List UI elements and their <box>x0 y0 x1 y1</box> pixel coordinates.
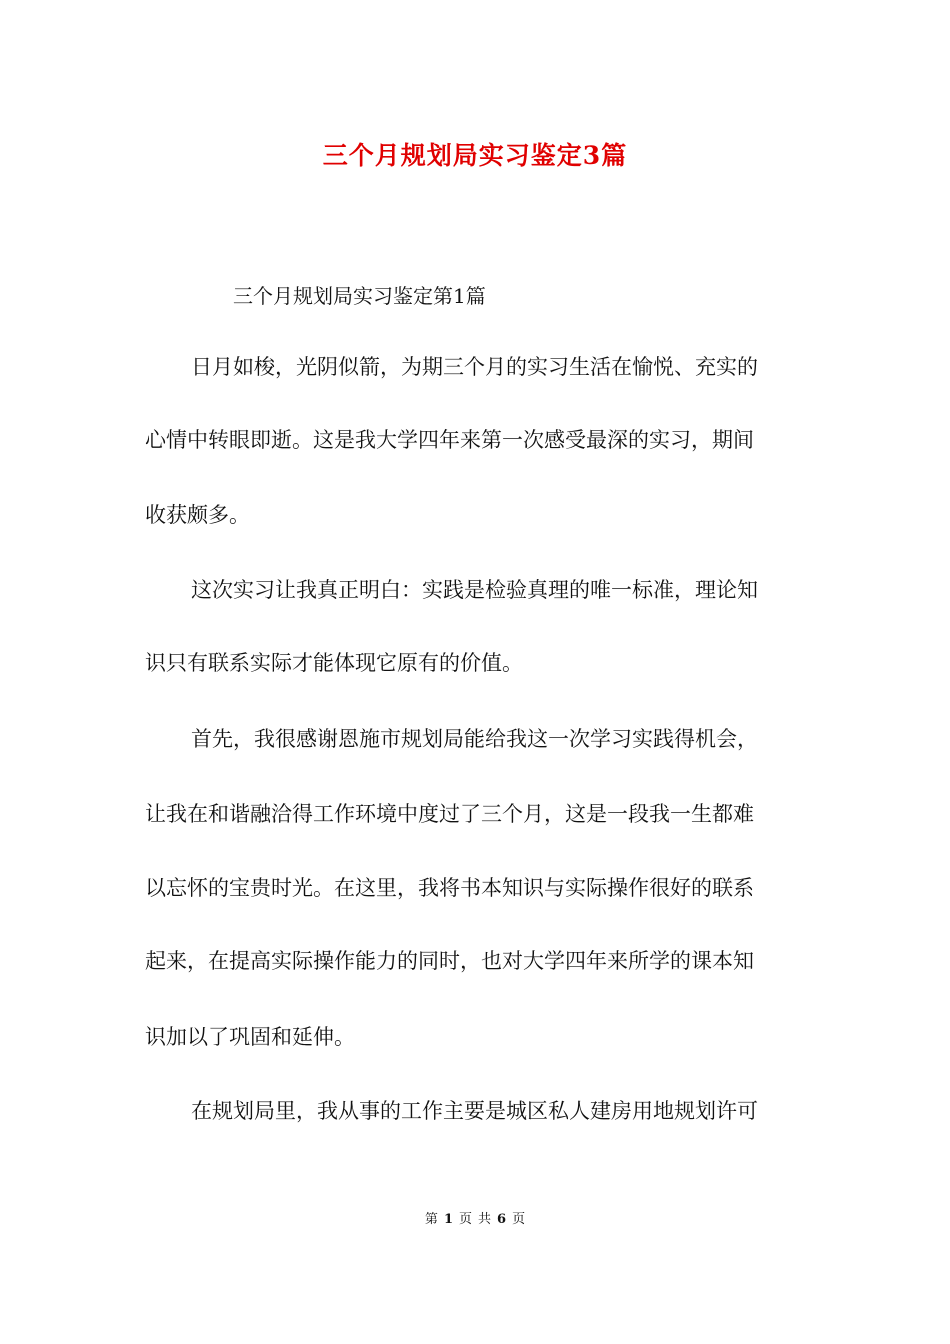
paragraph-line: 这次实习让我真正明白：实践是检验真理的唯一标准，理论知 <box>191 578 758 602</box>
paragraph-line: 日月如梭，光阴似箭，为期三个月的实习生活在愉悦、充实的 <box>191 355 758 379</box>
section-subtitle: 三个月规划局实习鉴定第1篇 <box>233 284 486 308</box>
paragraph-line: 首先，我很感谢恩施市规划局能给我这一次学习实践得机会， <box>191 727 758 751</box>
footer-prefix: 第 <box>424 1212 438 1227</box>
paragraph-line: 收获颇多。 <box>145 503 250 527</box>
paragraph-line: 心情中转眼即逝。这是我大学四年来第一次感受最深的实习，期间 <box>145 428 754 452</box>
footer-suffix: 页 <box>512 1212 526 1227</box>
page-footer <box>0 1208 950 1227</box>
document-title: 三个月规划局实习鉴定3篇 <box>322 141 628 170</box>
paragraph-line: 起来，在提高实际操作能力的同时，也对大学四年来所学的课本知 <box>145 949 754 973</box>
total-page-number: 6 <box>497 1212 507 1227</box>
paragraph-line: 让我在和谐融洽得工作环境中度过了三个月，这是一段我一生都难 <box>145 802 754 826</box>
paragraph-line: 以忘怀的宝贵时光。在这里，我将书本知识与实际操作很好的联系 <box>145 876 754 900</box>
footer-total-label: 共 <box>478 1212 492 1227</box>
paragraph-line: 识加以了巩固和延伸。 <box>145 1025 355 1049</box>
current-page-number: 1 <box>443 1212 453 1227</box>
paragraph-line: 在规划局里，我从事的工作主要是城区私人建房用地规划许可 <box>191 1099 758 1123</box>
footer-page-label: 页 <box>458 1212 472 1227</box>
paragraph-line: 识只有联系实际才能体现它原有的价值。 <box>145 651 523 675</box>
